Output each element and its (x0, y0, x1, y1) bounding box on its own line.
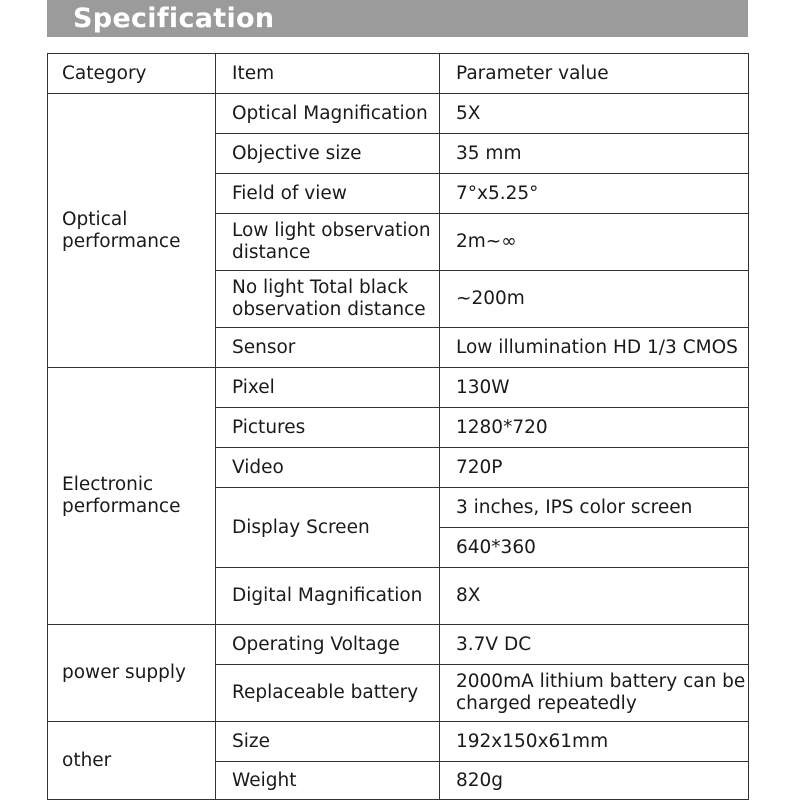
table-row (48, 722, 749, 762)
header-category: Category (48, 54, 216, 94)
item-cell: Display Screen (216, 488, 440, 568)
table-row (48, 625, 749, 665)
header-value: Parameter value (440, 54, 749, 94)
item-cell: Optical Magnification (216, 94, 440, 134)
category-cell: Electronic performance (48, 368, 216, 625)
value-cell: Low illumination HD 1/3 CMOS (440, 328, 749, 368)
value-cell: 640*360 (440, 528, 749, 568)
item-cell: Replaceable battery (216, 665, 440, 722)
value-cell: 8X (440, 568, 749, 625)
table-row (48, 94, 749, 134)
value-cell: 720P (440, 448, 749, 488)
item-cell: Video (216, 448, 440, 488)
item-cell: Field of view (216, 174, 440, 214)
table-header-row (48, 54, 749, 94)
item-cell: Digital Magnification (216, 568, 440, 625)
value-cell: 5X (440, 94, 749, 134)
value-cell: 35 mm (440, 134, 749, 174)
item-cell: Size (216, 722, 440, 762)
value-cell: 7°x5.25° (440, 174, 749, 214)
page-title: Specification (73, 3, 275, 34)
header-item: Item (216, 54, 440, 94)
category-cell: power supply (48, 625, 216, 722)
item-cell: Pictures (216, 408, 440, 448)
item-cell: Weight (216, 762, 440, 800)
value-cell: 1280*720 (440, 408, 749, 448)
value-cell: 2m~∞ (440, 214, 749, 271)
value-cell: 192x150x61mm (440, 722, 749, 762)
title-bar (47, 0, 748, 37)
value-cell: ~200m (440, 271, 749, 328)
category-cell: Optical performance (48, 94, 216, 368)
value-cell: 3.7V DC (440, 625, 749, 665)
item-cell: No light Total black observation distance (216, 271, 440, 328)
item-cell: Objective size (216, 134, 440, 174)
value-cell: 3 inches, IPS color screen (440, 488, 749, 528)
category-cell: other (48, 722, 216, 800)
item-cell: Low light observation distance (216, 214, 440, 271)
item-cell: Pixel (216, 368, 440, 408)
item-cell: Operating Voltage (216, 625, 440, 665)
value-cell: 2000mA lithium battery can be charged repeatedly (440, 665, 749, 722)
item-cell: Sensor (216, 328, 440, 368)
table-row (48, 368, 749, 408)
value-cell: 130W (440, 368, 749, 408)
spec-table (47, 53, 749, 800)
value-cell: 820g (440, 762, 749, 800)
